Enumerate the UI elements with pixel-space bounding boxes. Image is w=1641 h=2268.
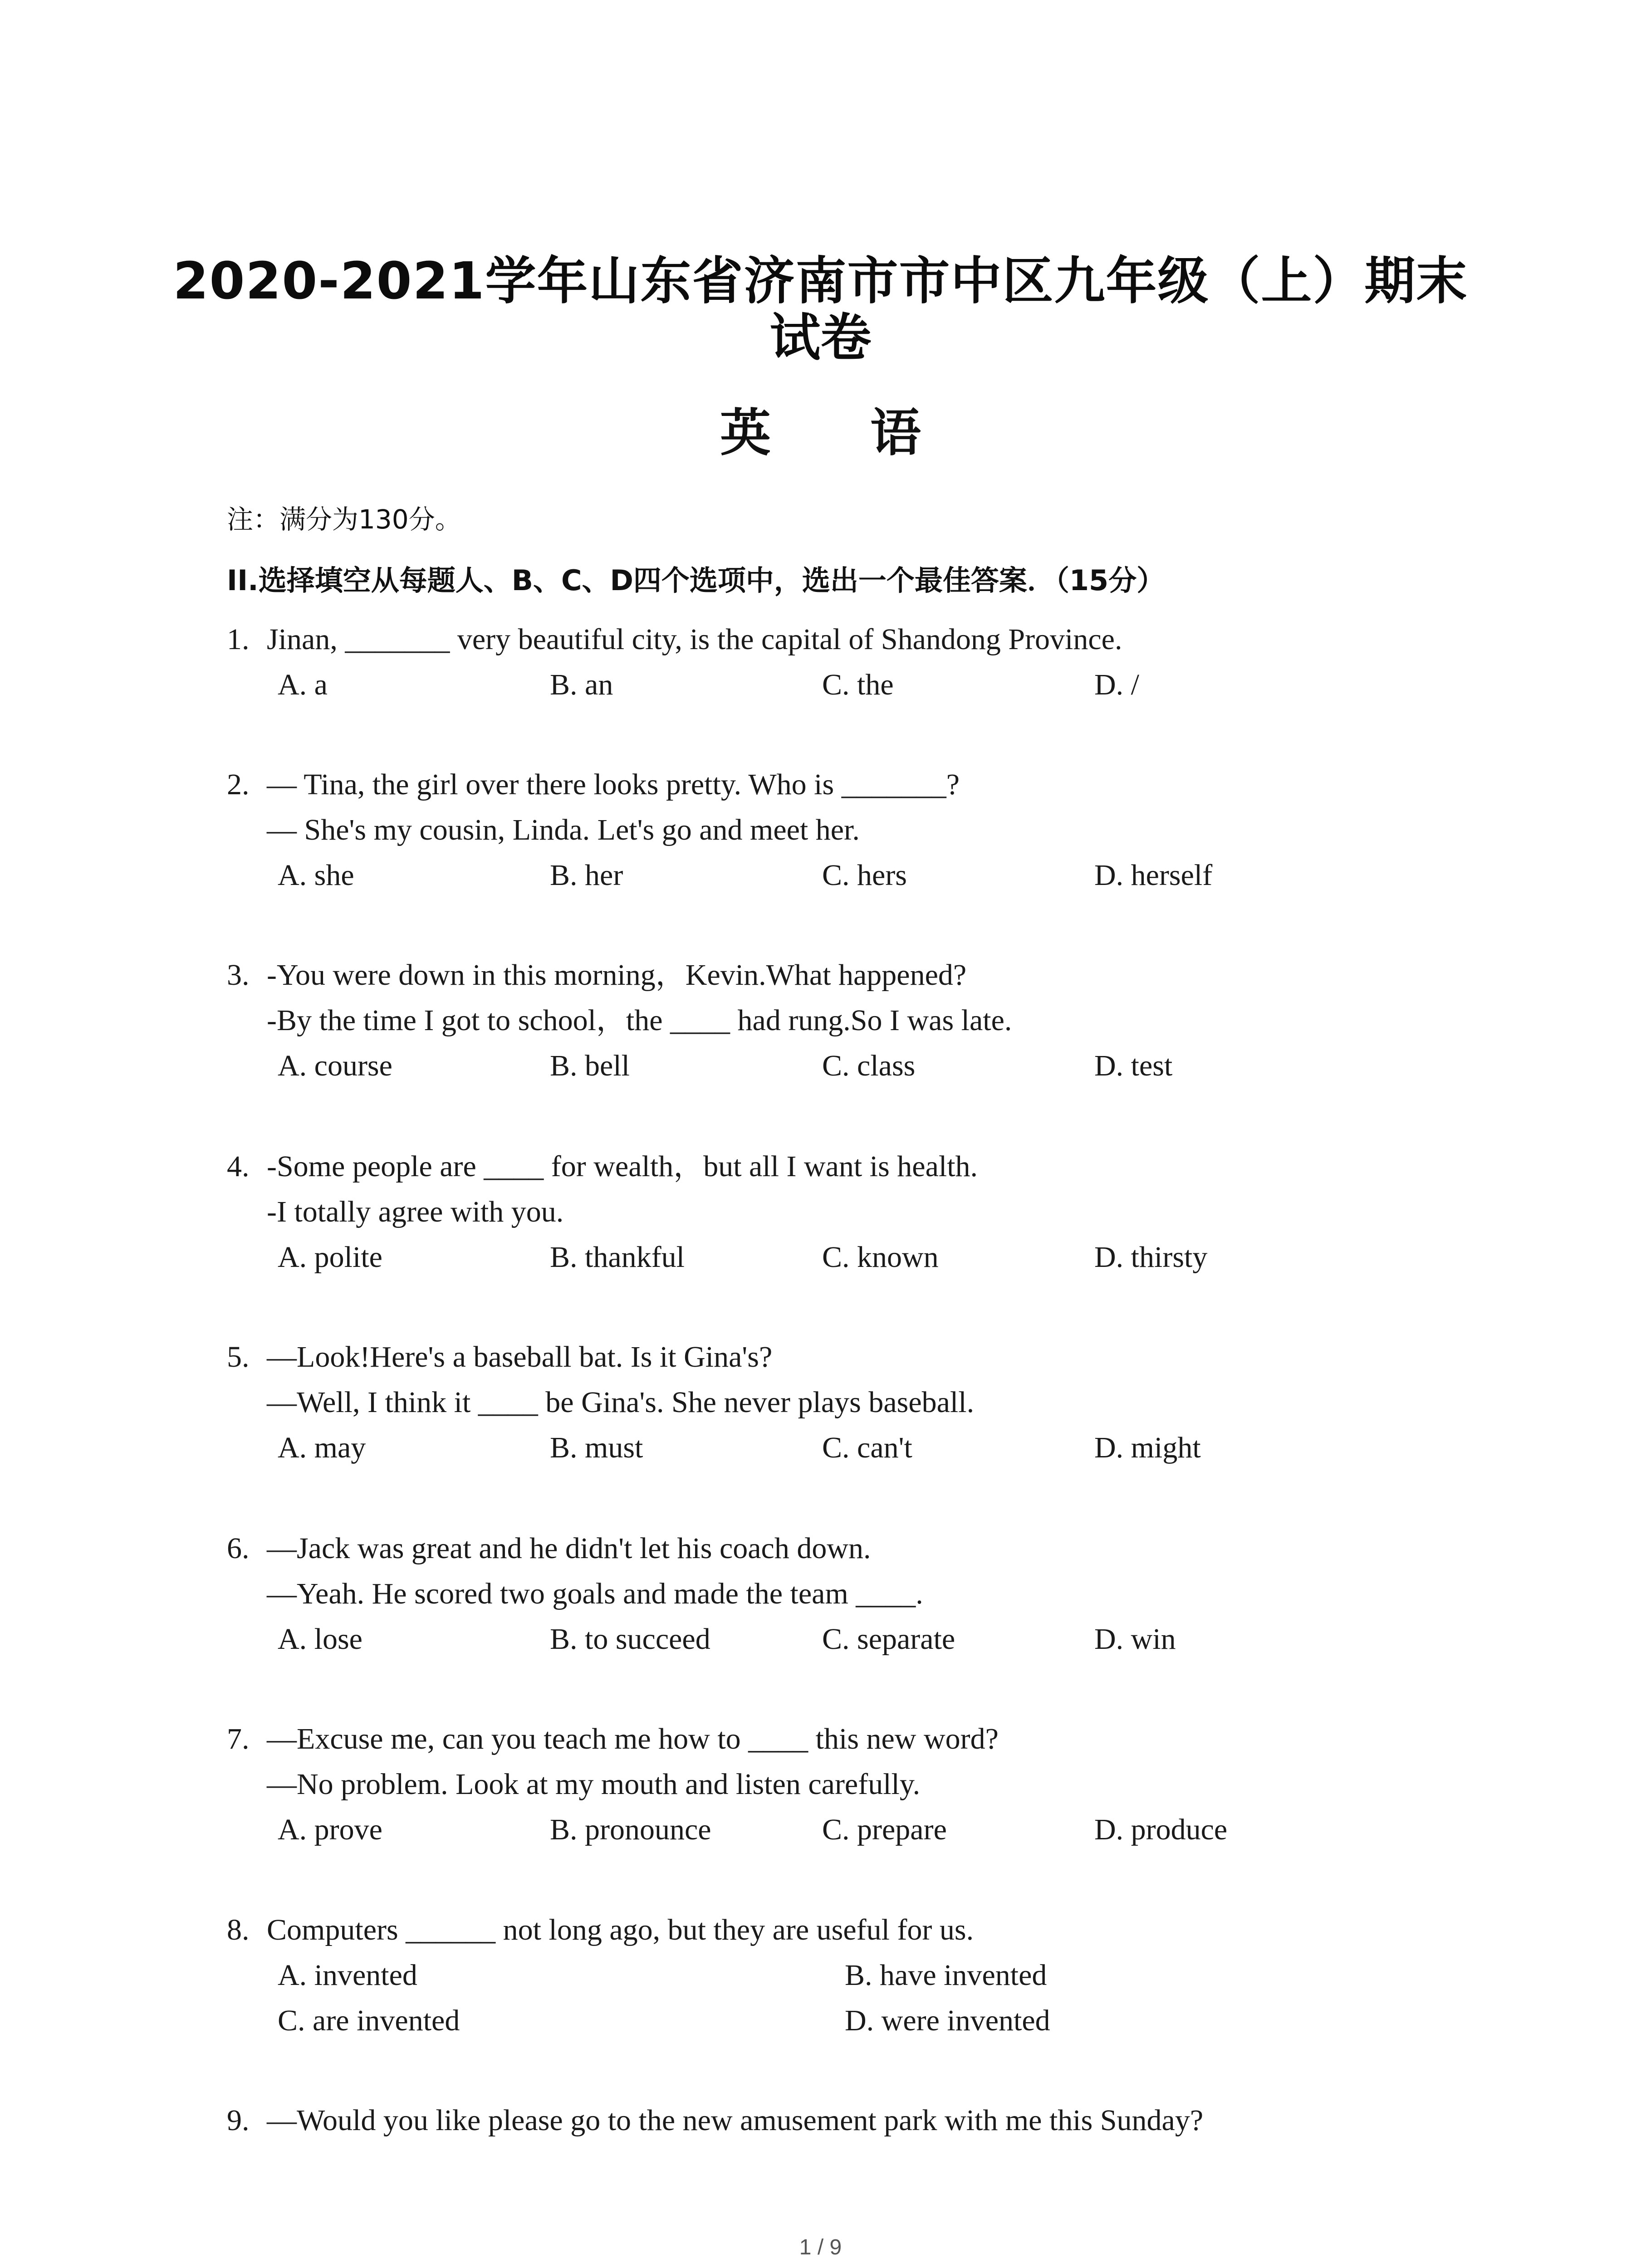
question-stem-line-2: — She's my cousin, Linda. Let's go and meet her. (267, 813, 860, 846)
option-a: A. invented (278, 1959, 417, 1992)
question-stem: Computers ______ not long ago, but they are useful for us. (267, 1913, 974, 1946)
score-note: 注：满分为130分。 (227, 504, 461, 535)
option-d: D. were invented (845, 2004, 1050, 2037)
option-c: C. hers (822, 859, 907, 892)
question-stem-line-2: —Yeah. He scored two goals and made the team ____. (267, 1577, 923, 1610)
option-a: A. prove (278, 1813, 382, 1846)
option-a: A. polite (278, 1241, 382, 1274)
option-c: C. the (822, 668, 894, 701)
question-stem-line-2: —No problem. Look at my mouth and listen carefully. (267, 1768, 921, 1801)
exam-title-line-2: 试卷 (769, 308, 872, 367)
option-d: D. thirsty (1094, 1241, 1208, 1274)
option-d: D. / (1094, 668, 1139, 701)
subject-heading: 英 语 (720, 404, 962, 463)
option-c: C. are invented (278, 2004, 460, 2037)
option-b: B. must (550, 1431, 643, 1464)
question-number: 9. (227, 2104, 250, 2137)
option-b: B. thankful (550, 1241, 685, 1274)
option-d: D. win (1094, 1623, 1176, 1656)
option-b: B. an (550, 668, 613, 701)
question-number: 8. (227, 1913, 250, 1946)
option-c: C. separate (822, 1623, 955, 1656)
exam-title-line-1: 2020-2021学年山东省济南市市中区九年级（上）期末 (173, 252, 1468, 311)
question-number: 5. (227, 1340, 250, 1374)
option-a: A. course (278, 1049, 392, 1082)
option-d: D. test (1094, 1049, 1173, 1082)
page-indicator: 1 / 9 (799, 2235, 842, 2259)
question-number: 4. (227, 1150, 250, 1183)
question-stem-line-2: -By the time I got to school，the ____ had rung.So I was late. (267, 1004, 1012, 1037)
option-c: C. class (822, 1049, 916, 1082)
question-stem: —Excuse me, can you teach me how to ____ this new word? (267, 1722, 999, 1755)
option-c: C. can't (822, 1431, 912, 1464)
question-stem-line-2: -I totally agree with you. (267, 1195, 564, 1228)
option-b: B. have invented (845, 1959, 1047, 1992)
question-number: 2. (227, 768, 250, 801)
option-d: D. might (1094, 1431, 1201, 1464)
option-b: B. pronounce (550, 1813, 711, 1846)
option-d: D. produce (1094, 1813, 1228, 1846)
question-stem: Jinan, _______ very beautiful city, is the capital of Shandong Province. (267, 623, 1122, 656)
option-b: B. bell (550, 1049, 630, 1082)
option-c: C. prepare (822, 1813, 947, 1846)
question-number: 1. (227, 623, 250, 656)
option-a: A. a (278, 668, 328, 701)
question-stem-line-2: —Well, I think it ____ be Gina's. She never plays baseball. (267, 1386, 975, 1419)
section-heading: II.选择填空从每题人、B、C、D四个选项中，选出一个最佳答案．（15分） (227, 564, 1165, 597)
question-number: 3. (227, 958, 250, 992)
option-a: A. lose (278, 1623, 362, 1656)
question-stem: -Some people are ____ for wealth，but all I want is health. (267, 1150, 978, 1183)
question-stem: — Tina, the girl over there looks pretty. Who is _______? (267, 768, 960, 801)
question-stem: —Look!Here's a baseball bat. Is it Gina's? (267, 1340, 773, 1374)
option-b: B. to succeed (550, 1623, 710, 1656)
question-stem: —Would you like please go to the new amusement park with me this Sunday? (267, 2104, 1204, 2137)
question-stem: -You were down in this morning，Kevin.What happened? (267, 958, 967, 992)
question-number: 6. (227, 1532, 250, 1565)
option-a: A. may (278, 1431, 366, 1464)
option-d: D. herself (1094, 859, 1213, 892)
option-c: C. known (822, 1241, 939, 1274)
option-a: A. she (278, 859, 354, 892)
question-number: 7. (227, 1722, 250, 1755)
option-b: B. her (550, 859, 623, 892)
question-stem: —Jack was great and he didn't let his coach down. (267, 1532, 871, 1565)
